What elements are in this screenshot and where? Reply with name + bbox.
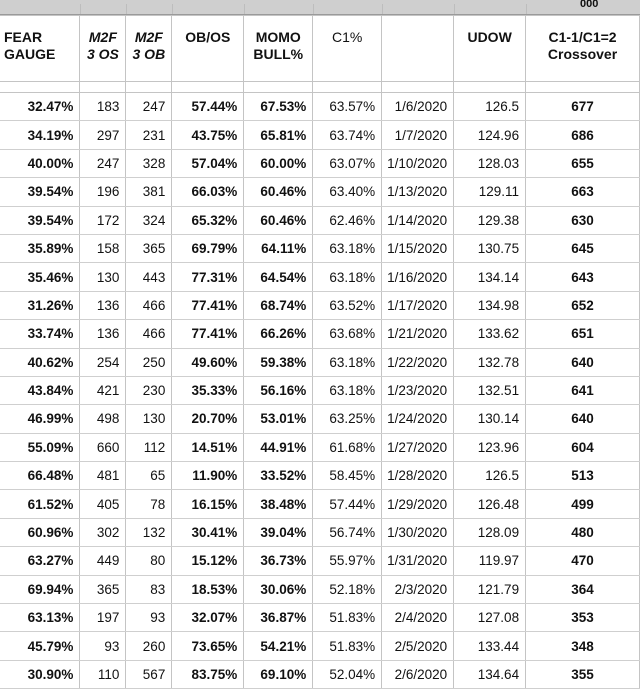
table-row bbox=[0, 263, 640, 291]
cell-ob-os[interactable]: 83.75% bbox=[172, 660, 244, 688]
cell-m2f-3ob[interactable]: 466 bbox=[126, 291, 172, 319]
top-cut-gridline bbox=[313, 4, 314, 14]
cell-m2f-3ob[interactable]: 132 bbox=[126, 518, 172, 546]
cell-crossover[interactable]: 652 bbox=[526, 291, 640, 319]
cell-ob-os[interactable]: 77.41% bbox=[172, 320, 244, 348]
cell-ob-os[interactable]: 57.04% bbox=[172, 149, 244, 177]
table-row bbox=[0, 93, 640, 121]
header-ob-os[interactable]: OB/OS bbox=[172, 16, 244, 82]
header-m2f-3ob[interactable]: M2F 3 OB bbox=[126, 16, 172, 82]
cell-date[interactable]: 1/21/2020 bbox=[382, 320, 454, 348]
cell-c1-pct[interactable]: 52.04% bbox=[313, 660, 382, 688]
cell-date[interactable]: 1/30/2020 bbox=[382, 518, 454, 546]
cell-momo-bull[interactable]: 36.87% bbox=[244, 604, 313, 632]
cell-crossover[interactable]: 470 bbox=[526, 547, 640, 575]
cell-m2f-3os[interactable]: 297 bbox=[80, 121, 126, 149]
cell-fear-gauge[interactable]: 66.48% bbox=[0, 462, 80, 490]
cell-date[interactable]: 1/16/2020 bbox=[382, 263, 454, 291]
cell-crossover[interactable]: 651 bbox=[526, 320, 640, 348]
cell-fear-gauge[interactable]: 60.96% bbox=[0, 518, 80, 546]
cell-crossover[interactable]: 640 bbox=[526, 348, 640, 376]
cell-udow[interactable]: 134.64 bbox=[454, 660, 526, 688]
cell-c1-pct[interactable]: 63.74% bbox=[313, 121, 382, 149]
cell-m2f-3ob[interactable]: 381 bbox=[126, 178, 172, 206]
cell-ob-os[interactable]: 65.32% bbox=[172, 206, 244, 234]
cell-crossover[interactable]: 677 bbox=[526, 93, 640, 121]
cell-fear-gauge[interactable]: 34.19% bbox=[0, 121, 80, 149]
cell-m2f-3os[interactable]: 254 bbox=[80, 348, 126, 376]
cell-date[interactable]: 1/28/2020 bbox=[382, 462, 454, 490]
cell-udow[interactable]: 128.09 bbox=[454, 518, 526, 546]
cell-c1-pct[interactable]: 63.07% bbox=[313, 149, 382, 177]
table-row bbox=[0, 234, 640, 262]
table-row bbox=[0, 405, 640, 433]
table-row bbox=[0, 291, 640, 319]
table-row bbox=[0, 518, 640, 546]
cell-fear-gauge[interactable]: 63.27% bbox=[0, 547, 80, 575]
cell-ob-os[interactable]: 57.44% bbox=[172, 93, 244, 121]
cell-c1-pct[interactable]: 52.18% bbox=[313, 575, 382, 603]
cell-ob-os[interactable]: 43.75% bbox=[172, 121, 244, 149]
cell-momo-bull[interactable]: 53.01% bbox=[244, 405, 313, 433]
cell-m2f-3os[interactable]: 197 bbox=[80, 604, 126, 632]
cell-udow[interactable]: 133.44 bbox=[454, 632, 526, 660]
cell-fear-gauge[interactable]: 33.74% bbox=[0, 320, 80, 348]
top-cut-gridline bbox=[126, 4, 127, 14]
header-m2f-3os[interactable]: M2F 3 OS bbox=[80, 16, 126, 82]
cell-udow[interactable]: 132.78 bbox=[454, 348, 526, 376]
spacer-row bbox=[0, 82, 640, 93]
cell-fear-gauge[interactable]: 45.79% bbox=[0, 632, 80, 660]
cell-m2f-3ob[interactable]: 80 bbox=[126, 547, 172, 575]
cell-fear-gauge[interactable]: 35.89% bbox=[0, 234, 80, 262]
table-row bbox=[0, 660, 640, 688]
cell-m2f-3ob[interactable]: 231 bbox=[126, 121, 172, 149]
table-row bbox=[0, 348, 640, 376]
cell-ob-os[interactable]: 66.03% bbox=[172, 178, 244, 206]
cell-ob-os[interactable]: 77.31% bbox=[172, 263, 244, 291]
cell-crossover[interactable]: 686 bbox=[526, 121, 640, 149]
cell-ob-os[interactable]: 14.51% bbox=[172, 433, 244, 461]
cell-c1-pct[interactable]: 63.25% bbox=[313, 405, 382, 433]
cell-m2f-3ob[interactable]: 112 bbox=[126, 433, 172, 461]
cell-m2f-3os[interactable]: 660 bbox=[80, 433, 126, 461]
cell-momo-bull[interactable]: 56.16% bbox=[244, 376, 313, 404]
table-row bbox=[0, 547, 640, 575]
cell-m2f-3os[interactable]: 365 bbox=[80, 575, 126, 603]
top-cut-gridline bbox=[382, 4, 383, 14]
cell-udow[interactable]: 123.96 bbox=[454, 433, 526, 461]
cell-crossover[interactable]: 499 bbox=[526, 490, 640, 518]
cell-m2f-3ob[interactable]: 466 bbox=[126, 320, 172, 348]
cell-momo-bull[interactable]: 64.54% bbox=[244, 263, 313, 291]
cell-momo-bull[interactable]: 60.46% bbox=[244, 206, 313, 234]
cell-c1-pct[interactable]: 63.40% bbox=[313, 178, 382, 206]
header-date[interactable] bbox=[382, 16, 454, 82]
cell-fear-gauge[interactable]: 35.46% bbox=[0, 263, 80, 291]
cell-m2f-3ob[interactable]: 567 bbox=[126, 660, 172, 688]
cell-udow[interactable]: 119.97 bbox=[454, 547, 526, 575]
cell-ob-os[interactable]: 77.41% bbox=[172, 291, 244, 319]
cell-m2f-3ob[interactable]: 247 bbox=[126, 93, 172, 121]
cell-ob-os[interactable]: 69.79% bbox=[172, 234, 244, 262]
cell-m2f-3os[interactable]: 196 bbox=[80, 178, 126, 206]
cell-c1-pct[interactable]: 51.83% bbox=[313, 632, 382, 660]
cell-udow[interactable]: 126.48 bbox=[454, 490, 526, 518]
cell-date[interactable]: 1/22/2020 bbox=[382, 348, 454, 376]
cell-date[interactable]: 1/31/2020 bbox=[382, 547, 454, 575]
cell-momo-bull[interactable]: 44.91% bbox=[244, 433, 313, 461]
cell-date[interactable]: 1/13/2020 bbox=[382, 178, 454, 206]
cell-m2f-3ob[interactable]: 93 bbox=[126, 604, 172, 632]
cell-fear-gauge[interactable]: 43.84% bbox=[0, 376, 80, 404]
table-row bbox=[0, 149, 640, 177]
cell-momo-bull[interactable]: 54.21% bbox=[244, 632, 313, 660]
cell-udow[interactable]: 130.75 bbox=[454, 234, 526, 262]
cell-date[interactable]: 1/29/2020 bbox=[382, 490, 454, 518]
cell-udow[interactable]: 127.08 bbox=[454, 604, 526, 632]
cell-m2f-3os[interactable]: 498 bbox=[80, 405, 126, 433]
cell-crossover[interactable]: 604 bbox=[526, 433, 640, 461]
cell-crossover[interactable]: 663 bbox=[526, 178, 640, 206]
table-row bbox=[0, 206, 640, 234]
cell-date[interactable]: 1/23/2020 bbox=[382, 376, 454, 404]
cell-udow[interactable]: 134.98 bbox=[454, 291, 526, 319]
cell-c1-pct[interactable]: 51.83% bbox=[313, 604, 382, 632]
header-crossover[interactable]: C1-1/C1=2 Crossover bbox=[526, 16, 640, 82]
cell-m2f-3os[interactable]: 183 bbox=[80, 93, 126, 121]
cell-fear-gauge[interactable]: 40.62% bbox=[0, 348, 80, 376]
cell-c1-pct[interactable]: 58.45% bbox=[313, 462, 382, 490]
cell-momo-bull[interactable]: 65.81% bbox=[244, 121, 313, 149]
cell-m2f-3os[interactable]: 136 bbox=[80, 320, 126, 348]
cell-udow[interactable]: 130.14 bbox=[454, 405, 526, 433]
cell-ob-os[interactable]: 30.41% bbox=[172, 518, 244, 546]
cell-date[interactable]: 1/7/2020 bbox=[382, 121, 454, 149]
cell-m2f-3ob[interactable]: 230 bbox=[126, 376, 172, 404]
cell-m2f-3ob[interactable]: 250 bbox=[126, 348, 172, 376]
header-row bbox=[0, 16, 640, 82]
cell-momo-bull[interactable]: 38.48% bbox=[244, 490, 313, 518]
cell-crossover[interactable]: 655 bbox=[526, 149, 640, 177]
cell-udow[interactable]: 128.03 bbox=[454, 149, 526, 177]
table-row bbox=[0, 121, 640, 149]
cell-udow[interactable]: 134.14 bbox=[454, 263, 526, 291]
cell-ob-os[interactable]: 32.07% bbox=[172, 604, 244, 632]
cell-m2f-3os[interactable]: 302 bbox=[80, 518, 126, 546]
cell-fear-gauge[interactable]: 46.99% bbox=[0, 405, 80, 433]
cell-momo-bull[interactable]: 33.52% bbox=[244, 462, 313, 490]
cell-crossover[interactable]: 645 bbox=[526, 234, 640, 262]
cell-fear-gauge[interactable]: 69.94% bbox=[0, 575, 80, 603]
cell-fear-gauge[interactable]: 63.13% bbox=[0, 604, 80, 632]
cell-crossover[interactable]: 355 bbox=[526, 660, 640, 688]
cell-crossover[interactable]: 364 bbox=[526, 575, 640, 603]
top-cut-gridline bbox=[454, 4, 455, 14]
cell-crossover[interactable]: 348 bbox=[526, 632, 640, 660]
cell-date[interactable]: 2/4/2020 bbox=[382, 604, 454, 632]
cell-crossover[interactable]: 643 bbox=[526, 263, 640, 291]
cell-crossover[interactable]: 641 bbox=[526, 376, 640, 404]
cell-momo-bull[interactable]: 67.53% bbox=[244, 93, 313, 121]
cell-momo-bull[interactable]: 60.46% bbox=[244, 178, 313, 206]
cell-date[interactable]: 2/3/2020 bbox=[382, 575, 454, 603]
cell-m2f-3os[interactable]: 421 bbox=[80, 376, 126, 404]
cell-ob-os[interactable]: 73.65% bbox=[172, 632, 244, 660]
cell-fear-gauge[interactable]: 39.54% bbox=[0, 206, 80, 234]
cell-c1-pct[interactable]: 63.68% bbox=[313, 320, 382, 348]
cell-udow[interactable]: 129.11 bbox=[454, 178, 526, 206]
cell-c1-pct[interactable]: 56.74% bbox=[313, 518, 382, 546]
cell-date[interactable]: 1/17/2020 bbox=[382, 291, 454, 319]
cell-ob-os[interactable]: 11.90% bbox=[172, 462, 244, 490]
cell-fear-gauge[interactable]: 55.09% bbox=[0, 433, 80, 461]
cell-m2f-3ob[interactable]: 328 bbox=[126, 149, 172, 177]
header-udow[interactable]: UDOW bbox=[454, 16, 526, 82]
top-cut-gridline bbox=[172, 4, 173, 14]
cell-date[interactable]: 1/27/2020 bbox=[382, 433, 454, 461]
top-gray-bar bbox=[0, 0, 640, 14]
cell-udow[interactable]: 126.5 bbox=[454, 462, 526, 490]
table-row bbox=[0, 632, 640, 660]
cell-c1-pct[interactable]: 57.44% bbox=[313, 490, 382, 518]
spreadsheet-table bbox=[0, 15, 640, 689]
cell-c1-pct[interactable]: 63.18% bbox=[313, 234, 382, 262]
cell-crossover[interactable]: 513 bbox=[526, 462, 640, 490]
cell-crossover[interactable]: 640 bbox=[526, 405, 640, 433]
cell-c1-pct[interactable]: 63.57% bbox=[313, 93, 382, 121]
cell-udow[interactable]: 132.51 bbox=[454, 376, 526, 404]
header-c1-pct[interactable]: C1% bbox=[313, 16, 382, 82]
cell-m2f-3ob[interactable]: 324 bbox=[126, 206, 172, 234]
cell-momo-bull[interactable]: 64.11% bbox=[244, 234, 313, 262]
cell-m2f-3ob[interactable]: 365 bbox=[126, 234, 172, 262]
cell-momo-bull[interactable]: 30.06% bbox=[244, 575, 313, 603]
cell-crossover[interactable]: 353 bbox=[526, 604, 640, 632]
cell-fear-gauge[interactable]: 61.52% bbox=[0, 490, 80, 518]
cell-m2f-3ob[interactable]: 260 bbox=[126, 632, 172, 660]
cell-momo-bull[interactable]: 68.74% bbox=[244, 291, 313, 319]
table-row bbox=[0, 490, 640, 518]
cell-m2f-3os[interactable]: 130 bbox=[80, 263, 126, 291]
cell-udow[interactable]: 126.5 bbox=[454, 93, 526, 121]
cell-crossover[interactable]: 630 bbox=[526, 206, 640, 234]
cell-momo-bull[interactable]: 36.73% bbox=[244, 547, 313, 575]
table-row bbox=[0, 376, 640, 404]
cell-date[interactable]: 1/14/2020 bbox=[382, 206, 454, 234]
cell-ob-os[interactable]: 16.15% bbox=[172, 490, 244, 518]
cell-m2f-3os[interactable]: 405 bbox=[80, 490, 126, 518]
cell-udow[interactable]: 133.62 bbox=[454, 320, 526, 348]
cell-c1-pct[interactable]: 63.18% bbox=[313, 376, 382, 404]
cell-ob-os[interactable]: 15.12% bbox=[172, 547, 244, 575]
cell-c1-pct[interactable]: 55.97% bbox=[313, 547, 382, 575]
table-row bbox=[0, 604, 640, 632]
cell-fear-gauge[interactable]: 39.54% bbox=[0, 178, 80, 206]
cell-m2f-3os[interactable]: 110 bbox=[80, 660, 126, 688]
table-body bbox=[0, 93, 640, 689]
top-cut-gridline bbox=[526, 4, 527, 14]
cell-date[interactable]: 2/6/2020 bbox=[382, 660, 454, 688]
table-row bbox=[0, 575, 640, 603]
cell-udow[interactable]: 129.38 bbox=[454, 206, 526, 234]
table-row bbox=[0, 178, 640, 206]
table-row bbox=[0, 462, 640, 490]
cell-fear-gauge[interactable]: 31.26% bbox=[0, 291, 80, 319]
cell-ob-os[interactable]: 18.53% bbox=[172, 575, 244, 603]
cell-m2f-3ob[interactable]: 65 bbox=[126, 462, 172, 490]
cell-momo-bull[interactable]: 69.10% bbox=[244, 660, 313, 688]
table-row bbox=[0, 320, 640, 348]
header-momo-bull[interactable]: MOMO BULL% bbox=[244, 16, 313, 82]
cell-fear-gauge[interactable]: 32.47% bbox=[0, 93, 80, 121]
cell-m2f-3ob[interactable]: 443 bbox=[126, 263, 172, 291]
cell-ob-os[interactable]: 20.70% bbox=[172, 405, 244, 433]
cell-ob-os[interactable]: 35.33% bbox=[172, 376, 244, 404]
cell-fear-gauge[interactable]: 30.90% bbox=[0, 660, 80, 688]
cell-momo-bull[interactable]: 59.38% bbox=[244, 348, 313, 376]
cell-udow[interactable]: 121.79 bbox=[454, 575, 526, 603]
cell-m2f-3os[interactable]: 158 bbox=[80, 234, 126, 262]
cell-m2f-3os[interactable]: 481 bbox=[80, 462, 126, 490]
cell-m2f-3os[interactable]: 247 bbox=[80, 149, 126, 177]
cell-m2f-3ob[interactable]: 78 bbox=[126, 490, 172, 518]
top-cut-gridline bbox=[244, 4, 245, 14]
cell-date[interactable]: 1/24/2020 bbox=[382, 405, 454, 433]
cell-ob-os[interactable]: 49.60% bbox=[172, 348, 244, 376]
cell-c1-pct[interactable]: 63.52% bbox=[313, 291, 382, 319]
cell-c1-pct[interactable]: 63.18% bbox=[313, 348, 382, 376]
cell-c1-pct[interactable]: 62.46% bbox=[313, 206, 382, 234]
cell-m2f-3os[interactable]: 172 bbox=[80, 206, 126, 234]
cell-date[interactable]: 2/5/2020 bbox=[382, 632, 454, 660]
cell-date[interactable]: 1/6/2020 bbox=[382, 93, 454, 121]
cell-m2f-3os[interactable]: 136 bbox=[80, 291, 126, 319]
cell-c1-pct[interactable]: 63.18% bbox=[313, 263, 382, 291]
cell-m2f-3os[interactable]: 449 bbox=[80, 547, 126, 575]
cell-momo-bull[interactable]: 66.26% bbox=[244, 320, 313, 348]
top-cut-gridline bbox=[80, 4, 81, 14]
cell-udow[interactable]: 124.96 bbox=[454, 121, 526, 149]
cell-date[interactable]: 1/15/2020 bbox=[382, 234, 454, 262]
cell-m2f-3ob[interactable]: 130 bbox=[126, 405, 172, 433]
header-fear-gauge[interactable]: FEAR GAUGE bbox=[0, 16, 80, 82]
top-cut-text: 000 bbox=[580, 0, 599, 10]
cell-fear-gauge[interactable]: 40.00% bbox=[0, 149, 80, 177]
table-row bbox=[0, 433, 640, 461]
cell-m2f-3os[interactable]: 93 bbox=[80, 632, 126, 660]
cell-c1-pct[interactable]: 61.68% bbox=[313, 433, 382, 461]
cell-crossover[interactable]: 480 bbox=[526, 518, 640, 546]
cell-m2f-3ob[interactable]: 83 bbox=[126, 575, 172, 603]
cell-momo-bull[interactable]: 60.00% bbox=[244, 149, 313, 177]
cell-momo-bull[interactable]: 39.04% bbox=[244, 518, 313, 546]
cell-date[interactable]: 1/10/2020 bbox=[382, 149, 454, 177]
